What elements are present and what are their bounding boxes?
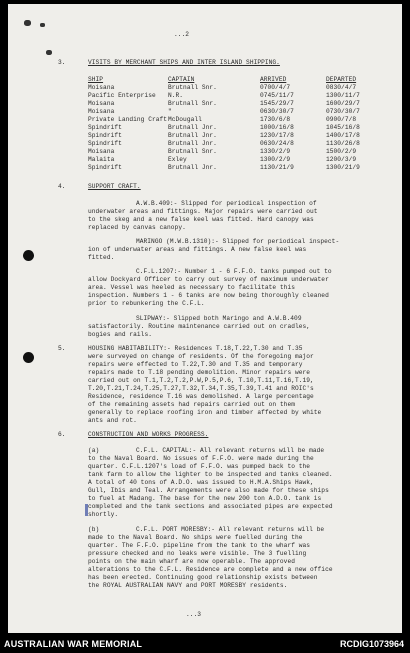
cfl-port-moresby-line: has been erected. Continuing good relationship exists between bbox=[88, 574, 318, 581]
cfl-port-moresby-line: points on the main wharf are now operable. The approved bbox=[88, 558, 295, 565]
ship-name-cell: Moisana bbox=[88, 84, 115, 91]
cfl-port-moresby-line: alterations to the C.F.L. Residence are complete and a new office bbox=[88, 566, 333, 573]
arrived-cell: 1230/17/8 bbox=[260, 132, 294, 139]
arrived-cell: 1545/29/7 bbox=[260, 100, 294, 107]
ship-name-cell: Spindrift bbox=[88, 132, 122, 139]
housing-line: were surveyed on change of residents. Of the foregoing major bbox=[88, 353, 314, 360]
section-3-title: VISITS BY MERCHANT SHIPS AND INTER ISLAND SHIPPING. bbox=[88, 59, 280, 66]
arrived-cell: 0700/4/7 bbox=[260, 84, 291, 91]
arrived-cell: 1330/2/9 bbox=[260, 148, 291, 155]
para-slipway-line: SLIPWAY:- Slipped both Maringo and A.W.B.409 bbox=[136, 315, 302, 322]
col-header-ship: SHIP bbox=[88, 76, 104, 83]
housing-line: Residence, residence T.16 was demolished. A large percentage bbox=[88, 393, 314, 400]
para-maringo-line: ion of underwater areas and fittings. A new false keel was bbox=[88, 246, 307, 253]
arrived-cell: 0745/11/7 bbox=[260, 92, 294, 99]
ship-name-cell: Pacific Enterprise bbox=[88, 92, 156, 99]
ship-name-cell: Moisana bbox=[88, 148, 115, 155]
housing-line: generally to replace roofing iron and timber affected by white bbox=[88, 409, 322, 416]
captain-cell: Brutnall Snr. bbox=[168, 84, 217, 91]
housing-line: HOUSING HABITABILITY:- Residences T.18,T.22,T.30 and T.35 bbox=[88, 345, 303, 352]
cfl-port-moresby-line: pressure checked and no leaks were visible. The 3 fuelling bbox=[88, 550, 307, 557]
captain-cell: Brutnall Snr. bbox=[168, 148, 217, 155]
para-cfl1207-line: prior to rebunkering the C.F.L. bbox=[88, 300, 205, 307]
para-cfl1207-line: inspection. Numbers 1 - 6 tanks are now being thoroughly cleaned bbox=[88, 292, 329, 299]
para-cfl1207-line: area. Vessel was heeled as necessary to facilitate this bbox=[88, 284, 295, 291]
para-cfl1207-line: allow Dockyard Officer to carry out survey of maximum underwater bbox=[88, 276, 329, 283]
page-number-bottom: ...3 bbox=[186, 611, 202, 618]
cfl-capital-line: completed and the tank sections and associated pipes are expected bbox=[88, 503, 333, 510]
departed-cell: 0830/4/7 bbox=[326, 84, 357, 91]
departed-cell: 1045/16/8 bbox=[326, 124, 360, 131]
ship-name-cell: Moisana bbox=[88, 108, 115, 115]
staple-mark bbox=[46, 50, 52, 55]
para-awb409-line: replaced by canvas canopy. bbox=[88, 224, 186, 231]
captain-cell: N.R. bbox=[168, 92, 184, 99]
cfl-capital-line: A total of 40 tons of A.D.O. was issued to H.M.A.Ships Hawk, bbox=[88, 479, 314, 486]
cfl-port-moresby-line: the ROYAL AUSTRALIAN NAVY and PORT MORESBY residents. bbox=[88, 582, 288, 589]
footer-source: AUSTRALIAN WAR MEMORIAL bbox=[4, 639, 143, 649]
arrived-cell: 1000/16/8 bbox=[260, 124, 294, 131]
section-6-title: CONSTRUCTION AND WORKS PROGRESS. bbox=[88, 431, 209, 438]
departed-cell: 1500/2/9 bbox=[326, 148, 357, 155]
para-maringo-line: fitted. bbox=[88, 254, 115, 261]
departed-cell: 1400/17/8 bbox=[326, 132, 360, 139]
departed-cell: 1300/11/7 bbox=[326, 92, 360, 99]
captain-cell: Brutnall Jnr. bbox=[168, 140, 217, 147]
para-awb409-line: to the skeg and a new false keel was fitted. Hard canopy was bbox=[88, 216, 314, 223]
cfl-port-moresby-line: C.F.L. PORT MORESBY:- All relevant returns will be bbox=[136, 526, 325, 533]
punch-hole bbox=[23, 352, 34, 363]
cfl-capital-line: C.F.L. CAPITAL:- All relevant returns will be made bbox=[136, 447, 325, 454]
arrived-cell: 0630/24/8 bbox=[260, 140, 294, 147]
item-a-label: (a) bbox=[88, 447, 100, 454]
footer-id: RCDIG1073964 bbox=[339, 639, 404, 649]
cfl-capital-line: to the Naval Board. No issues of F.F.O. were made during the bbox=[88, 455, 314, 462]
departed-cell: 1130/26/8 bbox=[326, 140, 360, 147]
captain-cell: McDougall bbox=[168, 116, 202, 123]
punch-hole bbox=[23, 250, 34, 261]
para-awb409-line: underwater areas and fittings. Major repairs were carried out bbox=[88, 208, 318, 215]
page-number-top: ...2 bbox=[174, 31, 190, 38]
captain-cell: Exley bbox=[168, 156, 187, 163]
para-maringo-line: MARINGO (M.W.B.1310):- Slipped for periodical inspect- bbox=[136, 238, 340, 245]
housing-line: ants and rot. bbox=[88, 417, 137, 424]
cfl-capital-line: tank farm to allow the lighter to be inspected and tanks cleaned. bbox=[88, 471, 333, 478]
departed-cell: 1600/29/7 bbox=[326, 100, 360, 107]
ship-name-cell: Malaita bbox=[88, 156, 115, 163]
departed-cell: 1300/21/9 bbox=[326, 164, 360, 171]
ship-name-cell: Private Landing Craft bbox=[88, 116, 168, 123]
arrived-cell: 0630/30/7 bbox=[260, 108, 294, 115]
departed-cell: 0730/30/7 bbox=[326, 108, 360, 115]
section-4-number: 4. bbox=[58, 183, 66, 190]
para-slipway-line: bogies and rails. bbox=[88, 331, 152, 338]
housing-line: repairs were effected to T.22,T.30 and T.35 and temporary bbox=[88, 361, 303, 368]
section-4-title: SUPPORT CRAFT. bbox=[88, 183, 141, 190]
arrived-cell: 1730/6/8 bbox=[260, 116, 291, 123]
arrived-cell: 1300/2/9 bbox=[260, 156, 291, 163]
section-5-number: 5. bbox=[58, 345, 66, 352]
staple-mark bbox=[24, 20, 31, 26]
para-cfl1207-line: C.F.L.1207:- Number 1 - 6 F.F.O. tanks pumped out to bbox=[136, 268, 332, 275]
staple-mark bbox=[40, 23, 45, 27]
col-header-departed: DEPARTED bbox=[326, 76, 357, 83]
captain-cell: " bbox=[168, 108, 172, 115]
para-awb409-line: A.W.B.409:- Slipped for periodical inspection of bbox=[136, 200, 317, 207]
cfl-port-moresby-line: quarter. The F.F.O. pipeline from the tank to the wharf was bbox=[88, 542, 311, 549]
cfl-port-moresby-line: made to the Naval Board. No ships were fuelled during the bbox=[88, 534, 303, 541]
departed-cell: 0900/7/8 bbox=[326, 116, 357, 123]
captain-cell: Brutnall Snr. bbox=[168, 100, 217, 107]
captain-cell: Brutnall Jnr. bbox=[168, 164, 217, 171]
section-3-number: 3. bbox=[58, 59, 66, 66]
arrived-cell: 1130/21/9 bbox=[260, 164, 294, 171]
housing-line: carried out on T.1,T.2,T.2,P.W,P.5,P.6, T.10,T.11,T.16,T.19, bbox=[88, 377, 314, 384]
departed-cell: 1200/3/9 bbox=[326, 156, 357, 163]
captain-cell: Brutnall Jnr. bbox=[168, 132, 217, 139]
section-6-number: 6. bbox=[58, 431, 66, 438]
ship-name-cell: Spindrift bbox=[88, 124, 122, 131]
cfl-capital-line: quarter. C.F.L.1207's load of F.F.O. was pumped back to the bbox=[88, 463, 311, 470]
document-page bbox=[8, 4, 402, 633]
housing-line: T.20,T.21,T.24,T.25,T.27,T.32,T.34,T.35,T.39,T.41 and ROIC's bbox=[88, 385, 314, 392]
archive-footer bbox=[0, 633, 410, 653]
cfl-capital-line: to fuel at Madang. The base for the new 200 ton A.D.O. tank is bbox=[88, 495, 322, 502]
housing-line: of the remaining assets had repairs carried out on them bbox=[88, 401, 295, 408]
ship-name-cell: Spindrift bbox=[88, 140, 122, 147]
cfl-capital-line: Gull, Ibis and Teal. Arrangements were also made for these ships bbox=[88, 487, 329, 494]
col-header-captain: CAPTAIN bbox=[168, 76, 195, 83]
ship-name-cell: Spindrift bbox=[88, 164, 122, 171]
ship-name-cell: Moisana bbox=[88, 100, 115, 107]
captain-cell: Brutnall Jnr. bbox=[168, 124, 217, 131]
housing-line: repairs made to T.18 pending demolition. Minor repairs were bbox=[88, 369, 311, 376]
cfl-capital-line: shortly. bbox=[88, 511, 119, 518]
item-b-label: (b) bbox=[88, 526, 100, 533]
col-header-arrived: ARRIVED bbox=[260, 76, 287, 83]
para-slipway-line: satisfactorily. Routine maintenance carried out on cradles, bbox=[88, 323, 311, 330]
